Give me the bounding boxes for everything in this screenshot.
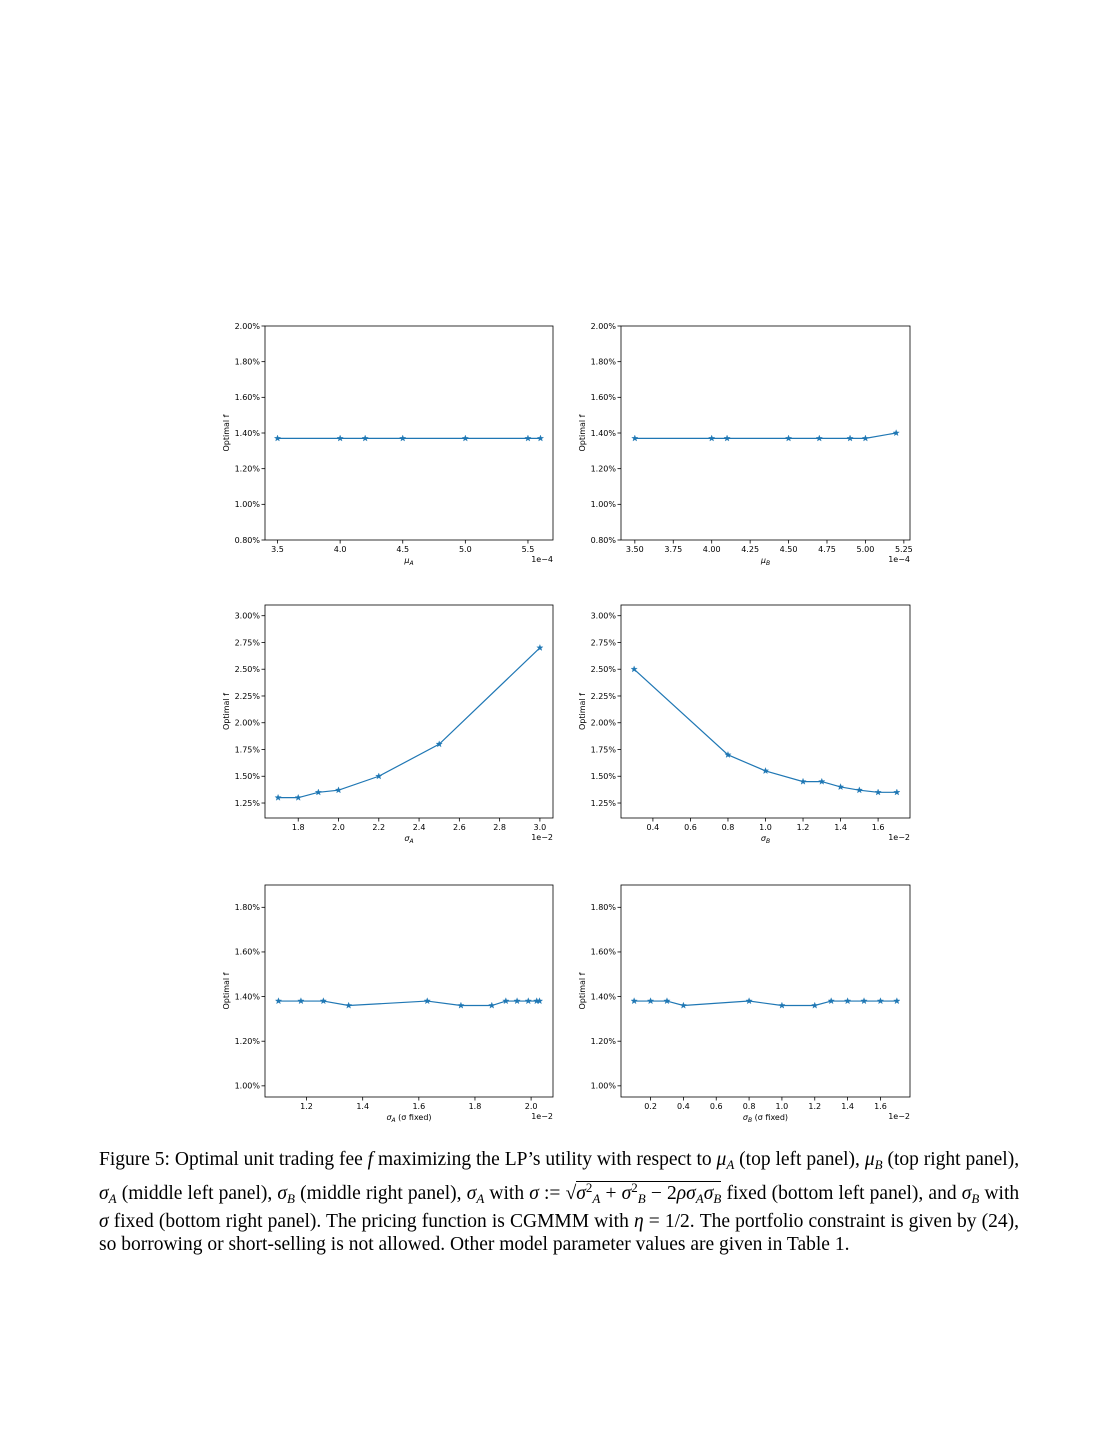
x-tick-label: 1.4 — [841, 1102, 854, 1111]
y-tick-label: 2.75% — [590, 638, 616, 648]
y-tick-label: 1.00% — [590, 1081, 616, 1091]
x-tick-label: 3.75 — [664, 545, 683, 554]
x-tick-label: 3.5 — [271, 545, 284, 554]
chart-panel-p1 — [222, 322, 553, 567]
y-tick-label: 1.80% — [590, 903, 616, 913]
x-tick-label: 2.8 — [493, 823, 506, 832]
x-tick-label: 2.0 — [524, 1102, 538, 1111]
chart-panel-p3 — [222, 605, 553, 845]
data-point-star — [503, 998, 509, 1004]
data-point-star — [856, 787, 862, 793]
x-tick-label: 1.4 — [356, 1102, 370, 1111]
x-tick-label: 4.50 — [779, 545, 798, 554]
x-axis-label: $\mu_B$ — [760, 556, 771, 567]
y-axis-label: Optimal f — [222, 692, 231, 731]
y-tick-label: 2.25% — [590, 691, 616, 701]
data-point-star — [812, 1002, 818, 1008]
x-axis-label: $\sigma_B$ — [760, 834, 771, 845]
x-axis-multiplier: 1e−2 — [888, 1112, 910, 1121]
y-tick-label: 1.80% — [590, 357, 616, 367]
y-tick-label: 2.50% — [590, 665, 616, 675]
y-tick-label: 3.00% — [234, 611, 260, 621]
x-tick-label: 1.2 — [300, 1102, 313, 1111]
data-point-star — [647, 998, 653, 1004]
x-tick-label: 5.5 — [521, 545, 535, 554]
data-point-star — [785, 435, 791, 441]
y-axis-label: Optimal f — [578, 692, 587, 731]
plot-frame — [265, 605, 553, 818]
x-axis-label: $\sigma_A$ (σ fixed) — [386, 1113, 432, 1124]
series-line — [278, 1001, 539, 1005]
y-tick-label: 1.40% — [590, 428, 616, 438]
data-point-star — [335, 787, 341, 793]
x-tick-label: 4.25 — [741, 545, 760, 554]
y-tick-label: 1.20% — [234, 1037, 260, 1047]
chart-panel-p5 — [222, 885, 553, 1124]
y-tick-label: 1.60% — [590, 393, 616, 403]
x-axis-multiplier: 1e−2 — [888, 833, 910, 842]
y-tick-label: 2.00% — [590, 321, 616, 331]
y-tick-label: 1.40% — [234, 992, 260, 1002]
x-tick-label: 0.6 — [684, 823, 697, 832]
data-point-star — [274, 435, 280, 441]
y-tick-label: 1.50% — [590, 772, 616, 782]
y-tick-label: 2.75% — [234, 638, 260, 648]
x-tick-label: 5.0 — [458, 545, 472, 554]
plot-frame — [621, 885, 910, 1097]
y-tick-label: 1.00% — [590, 500, 616, 510]
x-tick-label: 4.0 — [333, 545, 347, 554]
y-tick-label: 1.40% — [590, 992, 616, 1002]
y-tick-label: 1.20% — [234, 464, 260, 474]
x-tick-label: 0.4 — [677, 1102, 690, 1111]
x-tick-label: 1.0 — [759, 823, 772, 832]
data-point-star — [762, 768, 768, 774]
y-tick-label: 2.00% — [590, 718, 616, 728]
data-point-star — [458, 1002, 464, 1008]
x-axis-multiplier: 1e−2 — [531, 833, 553, 842]
series-line — [634, 669, 897, 792]
x-tick-label: 2.4 — [412, 823, 426, 832]
x-axis-multiplier: 1e−4 — [888, 555, 910, 564]
y-tick-label: 1.40% — [234, 428, 260, 438]
data-point-star — [525, 435, 531, 441]
y-tick-label: 1.20% — [590, 1037, 616, 1047]
data-point-star — [816, 435, 822, 441]
x-axis-multiplier: 1e−4 — [531, 555, 553, 564]
x-tick-label: 3.50 — [625, 545, 644, 554]
data-point-star — [875, 789, 881, 795]
data-point-star — [424, 998, 430, 1004]
data-point-star — [295, 794, 301, 800]
y-tick-label: 1.25% — [234, 798, 260, 808]
x-tick-label: 5.25 — [894, 545, 913, 554]
figure-caption: Figure 5: Optimal unit trading fee f maximizing the LP’s utility with respect to $\mu_A$ (top left panel), $\mu_B$ (top right panel), $\sigma_A$ (middle left panel), $\sigma_B$ (middle right panel), $\sigma_A$ with σ := $√\sigma^2_A + \sigma^2_B - 2\rho\sigma_A\sigma_B$ fixed (bottom left panel), and $\sigma_B$ with σ fixed (bottom right panel). The pricing function is CGMMM with η = 1/2. The portfolio constraint is given by (24), so borrowing or short-selling is not allowed. Other model parameter values are given in Table 1. — [99, 1149, 1020, 1255]
y-tick-label: 1.20% — [590, 464, 616, 474]
x-tick-label: 1.6 — [874, 1102, 887, 1111]
y-tick-label: 1.75% — [234, 745, 260, 755]
data-point-star — [680, 1002, 686, 1008]
x-tick-label: 1.2 — [796, 823, 810, 832]
x-tick-label: 1.8 — [291, 823, 305, 832]
y-tick-label: 1.60% — [234, 393, 260, 403]
x-tick-label: 2.2 — [372, 823, 386, 832]
x-tick-label: 1.8 — [468, 1102, 482, 1111]
y-tick-label: 1.75% — [590, 745, 616, 755]
plot-frame — [621, 326, 910, 540]
x-tick-label: 2.6 — [452, 823, 466, 832]
data-point-star — [819, 778, 825, 784]
x-axis-label: $\sigma_A$ — [404, 834, 414, 845]
data-point-star — [275, 998, 281, 1004]
y-axis-label: Optimal f — [222, 414, 231, 452]
x-tick-label: 1.0 — [775, 1102, 789, 1111]
data-point-star — [893, 430, 899, 436]
y-tick-label: 0.80% — [234, 535, 260, 545]
data-point-star — [337, 435, 343, 441]
y-tick-label: 1.00% — [234, 1081, 260, 1091]
y-tick-label: 1.80% — [234, 357, 260, 367]
x-axis-label: $\mu_A$ — [404, 556, 414, 567]
data-point-star — [664, 998, 670, 1004]
x-tick-label: 4.5 — [396, 545, 410, 554]
x-tick-label: 0.4 — [646, 823, 660, 832]
y-tick-label: 0.80% — [590, 535, 616, 545]
data-point-star — [746, 998, 752, 1004]
x-tick-label: 4.00 — [702, 545, 721, 554]
chart-panel-p4 — [578, 605, 910, 845]
y-tick-label: 2.50% — [234, 665, 260, 675]
x-tick-label: 0.8 — [721, 823, 735, 832]
x-tick-label: 3.0 — [533, 823, 547, 832]
x-tick-label: 4.75 — [818, 545, 836, 554]
plot-frame — [265, 885, 553, 1097]
data-point-star — [298, 998, 304, 1004]
data-point-star — [525, 998, 531, 1004]
x-tick-label: 1.2 — [808, 1102, 822, 1111]
x-axis-multiplier: 1e−2 — [531, 1112, 553, 1121]
chart-panel-p2 — [578, 322, 913, 567]
data-point-star — [514, 998, 520, 1004]
x-axis-label: $\sigma_B$ (σ fixed) — [742, 1113, 789, 1124]
data-point-star — [862, 435, 868, 441]
data-point-star — [632, 435, 638, 441]
y-tick-label: 2.00% — [234, 718, 260, 728]
series-line — [635, 433, 896, 438]
series-line — [634, 1001, 897, 1005]
y-axis-label: Optimal f — [222, 972, 231, 1010]
x-tick-label: 1.4 — [834, 823, 847, 832]
data-point-star — [709, 435, 715, 441]
data-point-star — [894, 998, 900, 1004]
y-axis-label: Optimal f — [578, 972, 587, 1010]
data-point-star — [315, 789, 321, 795]
y-tick-label: 2.25% — [234, 691, 260, 701]
plot-frame — [265, 326, 553, 540]
y-tick-label: 1.80% — [234, 903, 260, 913]
y-tick-label: 2.00% — [234, 321, 260, 331]
data-point-star — [537, 435, 543, 441]
data-point-star — [489, 1002, 495, 1008]
data-point-star — [362, 435, 368, 441]
data-point-star — [894, 789, 900, 795]
y-axis-label: Optimal f — [578, 414, 587, 452]
x-tick-label: 0.2 — [644, 1102, 657, 1111]
data-point-star — [275, 794, 281, 800]
y-tick-label: 1.50% — [234, 772, 260, 782]
data-point-star — [861, 998, 867, 1004]
y-tick-label: 1.60% — [234, 947, 260, 957]
data-point-star — [376, 773, 382, 779]
data-point-star — [828, 998, 834, 1004]
plot-frame — [621, 605, 910, 818]
data-point-star — [320, 998, 326, 1004]
data-point-star — [462, 435, 468, 441]
x-tick-label: 2.0 — [332, 823, 345, 832]
chart-panel-p6 — [578, 885, 910, 1124]
y-tick-label: 3.00% — [590, 611, 616, 621]
data-point-star — [877, 998, 883, 1004]
figure-label: Figure 5: — [99, 1149, 170, 1170]
x-tick-label: 5.00 — [856, 545, 875, 554]
x-tick-label: 1.6 — [412, 1102, 426, 1111]
data-point-star — [346, 1002, 352, 1008]
data-point-star — [837, 784, 843, 790]
y-tick-label: 1.60% — [590, 947, 616, 957]
x-tick-label: 0.8 — [742, 1102, 756, 1111]
data-point-star — [400, 435, 406, 441]
data-point-star — [844, 998, 850, 1004]
y-tick-label: 1.25% — [590, 798, 616, 808]
data-point-star — [779, 1002, 785, 1008]
y-tick-label: 1.00% — [234, 500, 260, 510]
x-tick-label: 0.6 — [709, 1102, 723, 1111]
data-point-star — [847, 435, 853, 441]
x-tick-label: 1.6 — [871, 823, 885, 832]
series-line — [278, 648, 540, 798]
data-point-star — [631, 998, 637, 1004]
data-point-star — [800, 778, 806, 784]
data-point-star — [724, 435, 730, 441]
